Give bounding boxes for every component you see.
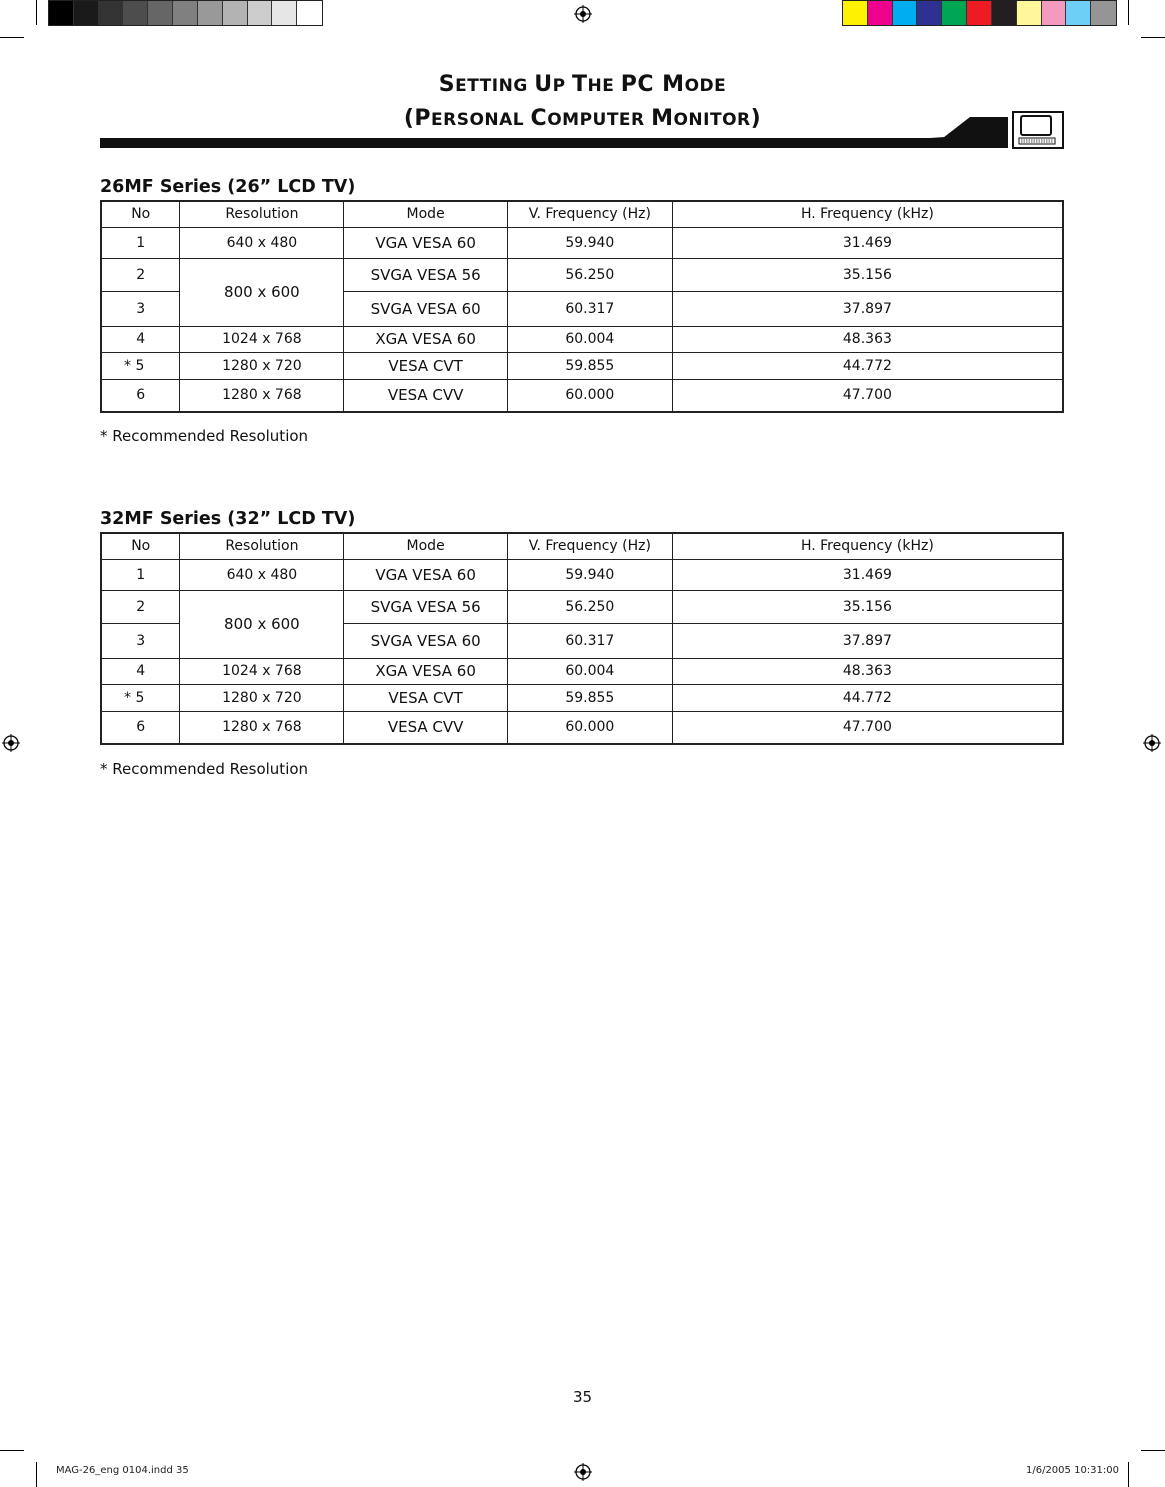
table-row	[101, 684, 1063, 711]
cell-no: 1	[101, 227, 180, 258]
title-smallcaps: ODE	[684, 76, 727, 96]
recommended-note: * Recommended Resolution	[100, 427, 309, 445]
title-smallcaps: OMPUTER	[547, 110, 652, 130]
cell-h: 31.469	[672, 559, 1063, 590]
cell-mode: VGA VESA 60	[344, 227, 508, 258]
cell-v: 59.855	[507, 684, 672, 711]
cell-res: 1280 x 720	[180, 352, 344, 379]
section-heading-26mf: 26MF Series (26” LCD TV)	[100, 177, 356, 197]
cell-no: * 5	[101, 352, 180, 379]
color-swatch	[74, 1, 99, 25]
crop-mark	[0, 1450, 24, 1451]
table-header-row	[101, 201, 1063, 227]
cell-mode: XGA VESA 60	[344, 658, 508, 684]
cell-res: 1024 x 768	[180, 658, 344, 684]
page-number: 35	[572, 1388, 593, 1406]
color-swatch	[173, 1, 198, 25]
color-swatch	[1042, 1, 1067, 25]
cell-h: 47.700	[672, 379, 1063, 412]
color-swatch	[942, 1, 967, 25]
title-smallcaps: ERSONAL	[431, 110, 531, 130]
cell-mode: SVGA VESA 60	[344, 291, 508, 326]
cell-h: 47.700	[672, 711, 1063, 744]
table-row	[101, 590, 1063, 623]
table-row	[101, 658, 1063, 684]
spec-table-32mf	[100, 532, 1064, 745]
color-swatch	[1017, 1, 1042, 25]
cell-h: 37.897	[672, 623, 1063, 658]
cell-no: 2	[101, 258, 180, 291]
cell-res: 800 x 600	[180, 590, 344, 658]
spec-table-26mf	[100, 200, 1064, 413]
cell-h: 48.363	[672, 658, 1063, 684]
color-swatch	[868, 1, 893, 25]
cell-h: 44.772	[672, 684, 1063, 711]
registration-mark-icon	[2, 734, 20, 752]
page-title-line-1	[0, 72, 1165, 97]
crop-mark	[1128, 1462, 1129, 1487]
cell-h: 35.156	[672, 258, 1063, 291]
column-header: H. Frequency (kHz)	[672, 201, 1063, 227]
registration-mark-icon	[1143, 734, 1161, 752]
column-header: No	[101, 533, 180, 559]
title-initial: T	[571, 72, 588, 97]
column-header: Resolution	[180, 533, 344, 559]
cell-mode: VESA CVT	[344, 684, 508, 711]
color-swatch	[967, 1, 992, 25]
cell-v: 60.004	[507, 658, 672, 684]
color-swatch	[297, 1, 322, 25]
table-row	[101, 711, 1063, 744]
color-swatch	[223, 1, 248, 25]
table-row	[101, 379, 1063, 412]
title-smallcaps: P	[552, 76, 572, 96]
crop-mark	[0, 37, 24, 38]
cell-res: 1024 x 768	[180, 326, 344, 352]
color-bar	[842, 0, 1117, 26]
color-swatch	[99, 1, 124, 25]
cell-res: 1280 x 768	[180, 711, 344, 744]
color-swatch	[198, 1, 223, 25]
title-initial: PC M	[620, 72, 685, 97]
grayscale-bar	[48, 0, 323, 26]
crop-mark	[1128, 0, 1129, 25]
color-swatch	[123, 1, 148, 25]
cell-v: 60.004	[507, 326, 672, 352]
cell-h: 44.772	[672, 352, 1063, 379]
title-initial: U	[534, 72, 553, 97]
column-header: H. Frequency (kHz)	[672, 533, 1063, 559]
table-header-row	[101, 533, 1063, 559]
color-swatch	[1091, 1, 1116, 25]
cell-mode: VGA VESA 60	[344, 559, 508, 590]
cell-res: 1280 x 720	[180, 684, 344, 711]
cell-h: 35.156	[672, 590, 1063, 623]
table-row	[101, 326, 1063, 352]
registration-mark-icon	[574, 1463, 592, 1481]
cell-no: 4	[101, 658, 180, 684]
cell-no: 2	[101, 590, 180, 623]
crop-mark	[1141, 37, 1165, 38]
title-initial: S	[438, 72, 456, 97]
title-smallcaps: ONITOR	[673, 110, 751, 130]
cell-no: 3	[101, 623, 180, 658]
column-header: Resolution	[180, 201, 344, 227]
cell-no: 4	[101, 326, 180, 352]
color-swatch	[148, 1, 173, 25]
color-swatch	[917, 1, 942, 25]
title-initial: )	[750, 106, 762, 131]
crop-mark	[36, 0, 37, 25]
color-swatch	[272, 1, 297, 25]
cell-res: 640 x 480	[180, 227, 344, 258]
cell-res: 1280 x 768	[180, 379, 344, 412]
column-header: Mode	[344, 533, 508, 559]
cell-no: 6	[101, 711, 180, 744]
monitor-icon	[1012, 111, 1064, 149]
color-swatch	[49, 1, 74, 25]
color-swatch	[843, 1, 868, 25]
section-heading-32mf: 32MF Series (32” LCD TV)	[100, 509, 356, 529]
cell-v: 60.317	[507, 623, 672, 658]
table-row	[101, 352, 1063, 379]
cell-mode: SVGA VESA 56	[344, 258, 508, 291]
cell-h: 37.897	[672, 291, 1063, 326]
cell-v: 56.250	[507, 590, 672, 623]
recommended-note: * Recommended Resolution	[100, 760, 309, 778]
table-row	[101, 258, 1063, 291]
cell-mode: VESA CVV	[344, 711, 508, 744]
cell-mode: VESA CVV	[344, 379, 508, 412]
column-header: Mode	[344, 201, 508, 227]
cell-no: 3	[101, 291, 180, 326]
cell-no: 1	[101, 559, 180, 590]
column-header: V. Frequency (Hz)	[507, 533, 672, 559]
cell-v: 60.317	[507, 291, 672, 326]
cell-h: 31.469	[672, 227, 1063, 258]
cell-mode: SVGA VESA 56	[344, 590, 508, 623]
cell-v: 59.940	[507, 559, 672, 590]
cell-v: 56.250	[507, 258, 672, 291]
title-underline-wedge	[100, 117, 1008, 148]
cell-h: 48.363	[672, 326, 1063, 352]
title-smallcaps: HE	[587, 76, 621, 96]
date-slug: 1/6/2005 10:31:00	[1025, 1465, 1119, 1476]
cell-no: 6	[101, 379, 180, 412]
crop-mark	[1141, 1450, 1165, 1451]
cell-v: 59.940	[507, 227, 672, 258]
color-swatch	[893, 1, 918, 25]
color-swatch	[1066, 1, 1091, 25]
title-smallcaps: ETTING	[455, 76, 535, 96]
registration-mark-icon	[574, 5, 592, 23]
table-row	[101, 227, 1063, 258]
column-header: No	[101, 201, 180, 227]
column-header: V. Frequency (Hz)	[507, 201, 672, 227]
color-swatch	[248, 1, 273, 25]
cell-mode: XGA VESA 60	[344, 326, 508, 352]
cell-v: 59.855	[507, 352, 672, 379]
cell-res: 800 x 600	[180, 258, 344, 326]
color-swatch	[992, 1, 1017, 25]
title-initial: (P	[403, 106, 431, 131]
table-row	[101, 559, 1063, 590]
cell-res: 640 x 480	[180, 559, 344, 590]
cell-v: 60.000	[507, 711, 672, 744]
file-slug: MAG-26_eng 0104.indd 35	[56, 1465, 189, 1476]
title-initial: C	[530, 106, 548, 131]
cell-mode: SVGA VESA 60	[344, 623, 508, 658]
cell-mode: VESA CVT	[344, 352, 508, 379]
title-initial: M	[651, 106, 674, 131]
crop-mark	[36, 1462, 37, 1487]
cell-no: * 5	[101, 684, 180, 711]
cell-v: 60.000	[507, 379, 672, 412]
